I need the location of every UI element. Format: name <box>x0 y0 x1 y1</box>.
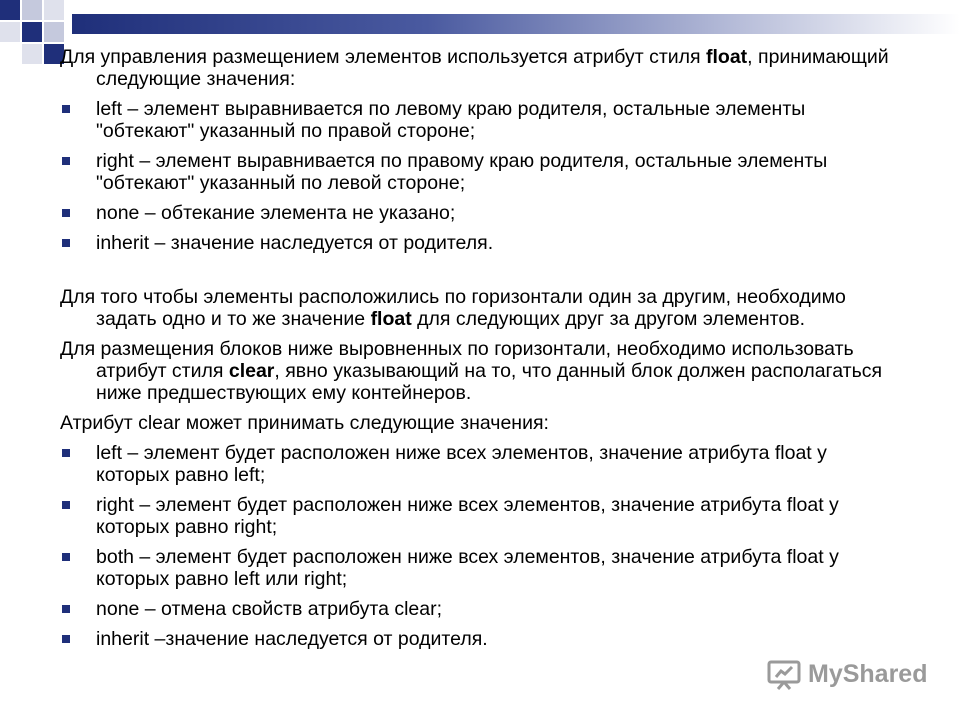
list-item-text: inherit – значение наследуется от родителя. <box>96 232 494 254</box>
presentation-screen-icon <box>766 656 802 692</box>
square-bullet-icon <box>62 105 70 113</box>
keyword-clear: clear <box>228 360 275 382</box>
text: Для того чтобы элементы расположились по горизонтали один за другим, необходимо задать одно и то же значение <box>60 286 846 330</box>
square-bullet-icon <box>62 239 70 247</box>
square-bullet-icon <box>62 635 70 643</box>
decor-square <box>44 22 64 42</box>
square-bullet-icon <box>62 605 70 613</box>
clear-values-list <box>60 442 900 650</box>
square-bullet-icon <box>62 209 70 217</box>
list-item-text: none – обтекание элемента не указано; <box>96 202 456 224</box>
square-bullet-icon <box>62 501 70 509</box>
list-item-text: none – отмена свойств атрибута clear; <box>96 598 443 620</box>
list-item-text: right – элемент выравнивается по правому краю родителя, остальные элементы "обтекают" указанный по левой стороне; <box>96 150 828 194</box>
square-bullet-icon <box>62 449 70 457</box>
text: , принимающий следующие значения: <box>96 46 889 90</box>
list-item-text: left – элемент будет расположен ниже всех элементов, значение атрибута float у которых равно left; <box>96 442 827 486</box>
decor-square <box>22 44 42 64</box>
decor-square <box>22 0 42 20</box>
text: Для управления размещением элементов используется атрибут стиля <box>60 46 706 68</box>
watermark-text: MyShared <box>808 659 928 688</box>
list-item <box>60 98 900 142</box>
keyword-float: float <box>706 46 748 68</box>
header-gradient-bar <box>72 14 960 34</box>
list-item <box>60 202 900 224</box>
clear-paragraph <box>60 338 900 404</box>
decor-square <box>22 22 42 42</box>
decor-square <box>0 22 20 42</box>
intro-paragraph <box>60 46 900 90</box>
clear-values-intro: Атрибут clear может принимать следующие значения: <box>60 412 549 434</box>
decor-square <box>0 0 20 20</box>
list-item <box>60 598 900 620</box>
float-values-list <box>60 98 900 254</box>
list-item <box>60 150 900 194</box>
square-bullet-icon <box>62 157 70 165</box>
list-item-text: both – элемент будет расположен ниже всех элементов, значение атрибута float у которых равно left или right; <box>96 546 839 590</box>
list-item-text: left – элемент выравнивается по левому краю родителя, остальные элементы "обтекают" указанный по правой стороне; <box>96 98 806 142</box>
decor-square <box>44 0 64 20</box>
list-item <box>60 232 900 254</box>
list-item <box>60 546 900 590</box>
list-item-text: inherit –значение наследуется от родителя. <box>96 628 488 650</box>
list-item <box>60 494 900 538</box>
square-bullet-icon <box>62 553 70 561</box>
myshared-watermark <box>766 656 927 692</box>
list-item <box>60 628 900 650</box>
list-item <box>60 442 900 486</box>
list-item-text: right – элемент будет расположен ниже всех элементов, значение атрибута float у которых равно right; <box>96 494 839 538</box>
text: , явно указывающий на то, что данный блок должен располагаться ниже предшествующих ему контейнеров. <box>96 360 883 404</box>
slide-body <box>60 46 900 658</box>
text: Для размещения блоков ниже выровненных по горизонтали, необходимо использовать атрибут стиля <box>60 338 854 382</box>
keyword-float: float <box>370 308 412 330</box>
text: для следующих друг за другом элементов. <box>411 308 805 330</box>
horizontal-paragraph <box>60 286 900 330</box>
